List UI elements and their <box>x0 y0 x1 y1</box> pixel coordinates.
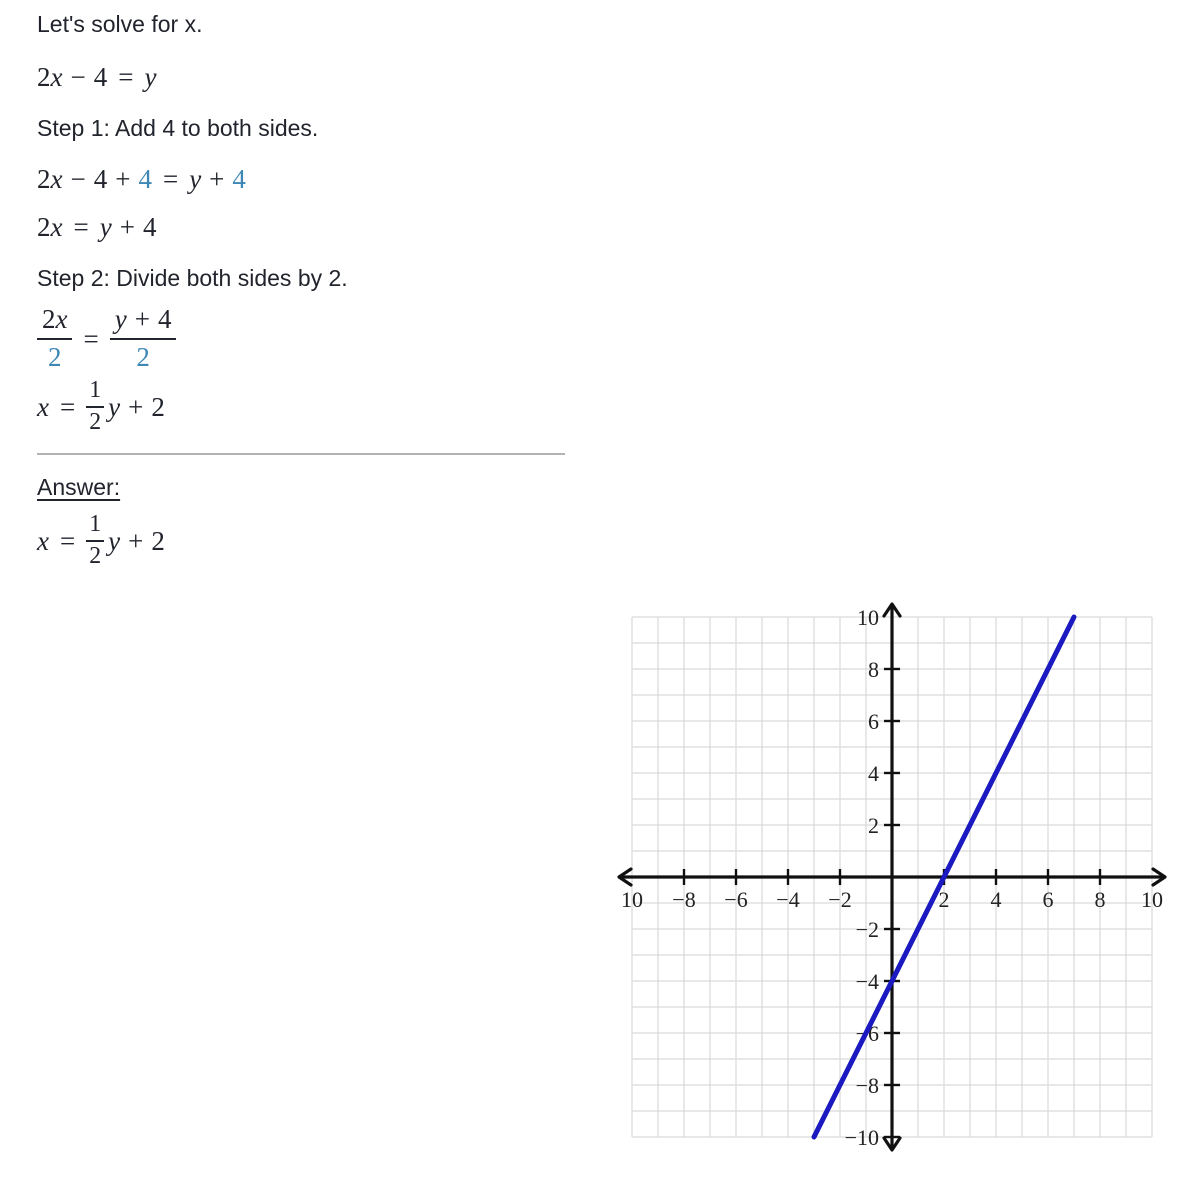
intro-text: Let's solve for x. <box>37 11 203 37</box>
math-token: 4 <box>157 304 172 334</box>
y-tick-label: −2 <box>855 917 879 942</box>
math-token: 4 <box>232 164 246 194</box>
step1-label: Step 1: Add 4 to both sides. <box>37 115 319 141</box>
math-token: 4 <box>138 164 152 194</box>
y-tick-label: −10 <box>844 1125 879 1150</box>
math-token: 2 <box>151 391 165 422</box>
math-token: 2 <box>47 342 62 373</box>
x-tick-label: −6 <box>724 887 748 912</box>
math-token: = <box>73 212 89 242</box>
math-token: 2 <box>151 525 165 556</box>
math-token: x <box>37 525 49 556</box>
y-tick-label: −4 <box>855 969 879 994</box>
math-token: x <box>37 391 49 422</box>
x-tick-label: −8 <box>672 887 696 912</box>
y-tick-label: −6 <box>855 1021 879 1046</box>
x-tick-label: −4 <box>776 887 800 912</box>
math-token: y <box>144 62 157 92</box>
math-token: x <box>55 304 68 334</box>
x-tick-label: 6 <box>1042 887 1054 912</box>
x-tick-label: 8 <box>1094 887 1106 912</box>
math-token: x <box>50 62 63 92</box>
fraction <box>37 304 72 373</box>
y-tick-label: 2 <box>868 813 879 838</box>
math-token: 4 <box>93 164 108 194</box>
math-token: y <box>108 391 121 422</box>
math-token: 2 <box>89 543 102 570</box>
step2-label: Step 2: Divide both sides by 2. <box>37 265 348 291</box>
math-token: + <box>115 164 131 194</box>
math-token: y <box>108 525 121 556</box>
math-token: x <box>50 212 63 242</box>
math-token: 2 <box>42 304 56 334</box>
math-token: 1 <box>89 377 102 404</box>
y-tick-label: 10 <box>857 605 879 630</box>
math-token: = <box>118 62 134 92</box>
x-tick-label: 4 <box>990 887 1002 912</box>
math-token: 4 <box>142 212 157 242</box>
equation-step1-work <box>37 162 597 196</box>
equation-answer <box>37 511 597 571</box>
math-token: 2 <box>37 62 51 92</box>
math-token: 1 <box>89 510 102 537</box>
math-token: − <box>70 164 86 194</box>
equation-original <box>37 60 597 94</box>
x-tick-label: 2 <box>938 887 950 912</box>
math-token: y <box>99 212 112 242</box>
y-tick-label: 4 <box>868 761 879 786</box>
y-tick-label: −8 <box>855 1073 879 1098</box>
math-token: − <box>70 62 86 92</box>
math-token: + <box>119 212 135 242</box>
math-token: 2 <box>136 342 150 373</box>
fraction <box>110 304 177 373</box>
y-tick-label: 8 <box>868 657 879 682</box>
math-token: = <box>59 391 76 422</box>
fraction <box>86 511 104 571</box>
x-tick-label: 10 <box>1141 887 1163 912</box>
math-token: + <box>128 525 144 556</box>
math-token: 4 <box>93 62 108 92</box>
solution-steps <box>37 10 597 570</box>
x-tick-label: 10 <box>621 887 643 912</box>
math-token: + <box>134 304 150 334</box>
math-token: 2 <box>37 212 51 242</box>
math-token: 2 <box>37 164 51 194</box>
x-tick-label: −2 <box>828 887 852 912</box>
math-token: + <box>128 391 144 422</box>
math-token: = <box>59 525 76 556</box>
answer-label: Answer: <box>37 473 121 500</box>
math-token: x <box>50 164 63 194</box>
fraction <box>86 377 104 437</box>
equation-step2-result <box>37 377 597 437</box>
math-token: y <box>189 164 202 194</box>
math-token: = <box>83 323 99 354</box>
coordinate-plane-graph <box>595 585 1195 1185</box>
math-token: 2 <box>89 409 102 436</box>
math-token: = <box>162 164 179 194</box>
section-divider <box>37 453 565 455</box>
math-token: y <box>114 304 127 334</box>
equation-step1-result <box>37 210 597 244</box>
math-token: + <box>209 164 225 194</box>
equation-step2-work <box>37 304 597 373</box>
y-tick-label: 6 <box>868 709 879 734</box>
